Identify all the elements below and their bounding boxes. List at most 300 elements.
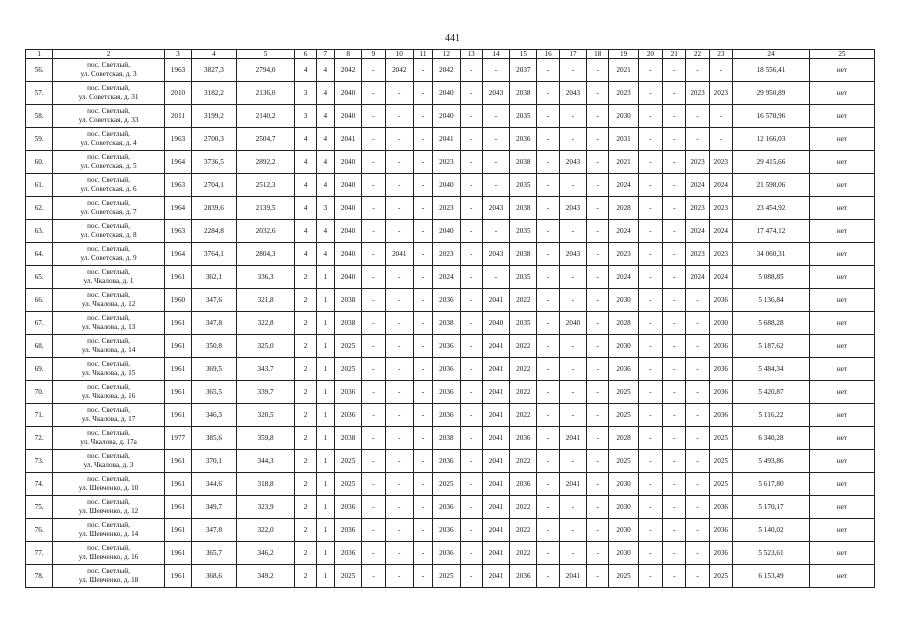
value-c9: - <box>362 243 385 266</box>
value-c21: - <box>663 174 686 197</box>
value-c6: 4 <box>295 59 316 82</box>
value-c23: 2023 <box>709 243 732 266</box>
address-cell <box>53 335 164 358</box>
value-c15: 2022 <box>510 519 537 542</box>
address-settlement: пос. Светлый, <box>87 452 130 460</box>
value-c9: - <box>362 312 385 335</box>
value-c8: 2036 <box>334 381 361 404</box>
address-street: ул. Советская, д. 31 <box>78 93 139 101</box>
value-c6: 4 <box>295 197 316 220</box>
flag-value: нет <box>809 197 874 220</box>
total-area: 365,7 <box>192 542 237 565</box>
value-c7: 1 <box>316 496 334 519</box>
value-c20: - <box>638 565 662 588</box>
value-c15: 2022 <box>510 542 537 565</box>
value-c10: - <box>385 519 413 542</box>
flag-value: нет <box>809 243 874 266</box>
living-area: 346,2 <box>236 542 295 565</box>
value-c10: 2042 <box>385 59 413 82</box>
value-c19: 2024 <box>609 266 638 289</box>
address-settlement: пос. Светлый, <box>87 383 130 391</box>
value-c8: 2036 <box>334 404 361 427</box>
value-c15: 2035 <box>510 105 537 128</box>
value-c16: - <box>537 128 559 151</box>
value-c8: 2042 <box>334 59 361 82</box>
build-year: 1961 <box>164 381 191 404</box>
value-c20: - <box>638 358 662 381</box>
address-cell <box>53 519 164 542</box>
value-c16: - <box>537 59 559 82</box>
value-c23: 2036 <box>709 542 732 565</box>
column-number: 1 <box>26 50 53 59</box>
value-c7: 4 <box>316 220 334 243</box>
row-number: 66. <box>26 289 53 312</box>
column-number: 13 <box>460 50 482 59</box>
address-settlement: пос. Светлый, <box>87 360 130 368</box>
build-year: 1961 <box>164 404 191 427</box>
address-cell <box>53 220 164 243</box>
value-c12: 2023 <box>433 151 460 174</box>
address-cell <box>53 404 164 427</box>
value-c6: 4 <box>295 128 316 151</box>
value-c9: - <box>362 565 385 588</box>
value-c10: - <box>385 220 413 243</box>
address-street: ул. Чкалова, д. 15 <box>81 369 136 377</box>
build-year: 2010 <box>164 82 191 105</box>
value-c17: 2043 <box>559 82 586 105</box>
total-area: 347,6 <box>192 289 237 312</box>
value-c18: - <box>587 473 609 496</box>
value-c10: - <box>385 151 413 174</box>
total-area: 2284,8 <box>192 220 237 243</box>
value-c8: 2036 <box>334 496 361 519</box>
row-number: 61. <box>26 174 53 197</box>
value-c11: - <box>413 335 432 358</box>
value-c23: 2036 <box>709 496 732 519</box>
value-c19: 2025 <box>609 450 638 473</box>
value-c6: 4 <box>295 174 316 197</box>
value-c17: - <box>559 220 586 243</box>
value-c14: 2043 <box>482 243 509 266</box>
address-street: ул. Советская, д. 6 <box>80 185 137 193</box>
value-c11: - <box>413 197 432 220</box>
value-c23: 2023 <box>709 197 732 220</box>
value-c8: 2040 <box>334 197 361 220</box>
value-c7: 1 <box>316 473 334 496</box>
value-c16: - <box>537 450 559 473</box>
value-c19: 2030 <box>609 542 638 565</box>
value-c9: - <box>362 289 385 312</box>
address-cell <box>53 381 164 404</box>
value-c22: 2024 <box>686 174 709 197</box>
value-c23: 2025 <box>709 450 732 473</box>
flag-value: нет <box>809 335 874 358</box>
value-c7: 1 <box>316 565 334 588</box>
value-c18: - <box>587 496 609 519</box>
value-c21: - <box>663 335 686 358</box>
value-c13: - <box>460 266 482 289</box>
value-c11: - <box>413 427 432 450</box>
value-c6: 2 <box>295 565 316 588</box>
value-c18: - <box>587 381 609 404</box>
value-c16: - <box>537 197 559 220</box>
cost-value: 5 484,34 <box>732 358 809 381</box>
value-c12: 2036 <box>433 358 460 381</box>
value-c21: - <box>663 197 686 220</box>
value-c7: 1 <box>316 335 334 358</box>
value-c22: - <box>686 542 709 565</box>
value-c6: 2 <box>295 542 316 565</box>
value-c7: 4 <box>316 82 334 105</box>
value-c17: - <box>559 381 586 404</box>
value-c16: - <box>537 381 559 404</box>
value-c14: - <box>482 174 509 197</box>
value-c13: - <box>460 473 482 496</box>
living-area: 2794,0 <box>236 59 295 82</box>
value-c20: - <box>638 519 662 542</box>
value-c9: - <box>362 473 385 496</box>
value-c11: - <box>413 59 432 82</box>
value-c22: - <box>686 312 709 335</box>
value-c9: - <box>362 335 385 358</box>
value-c17: - <box>559 128 586 151</box>
value-c6: 4 <box>295 220 316 243</box>
build-year: 1961 <box>164 542 191 565</box>
value-c14: 2043 <box>482 197 509 220</box>
value-c9: - <box>362 496 385 519</box>
column-number: 25 <box>809 50 874 59</box>
value-c15: 2038 <box>510 151 537 174</box>
build-year: 1960 <box>164 289 191 312</box>
value-c19: 2023 <box>609 243 638 266</box>
value-c21: - <box>663 565 686 588</box>
address-cell <box>53 473 164 496</box>
value-c11: - <box>413 519 432 542</box>
value-c20: - <box>638 450 662 473</box>
table-row <box>26 243 875 266</box>
value-c11: - <box>413 381 432 404</box>
build-year: 1963 <box>164 220 191 243</box>
value-c14: 2041 <box>482 450 509 473</box>
value-c6: 2 <box>295 312 316 335</box>
value-c14: 2041 <box>482 358 509 381</box>
value-c6: 2 <box>295 427 316 450</box>
value-c9: - <box>362 381 385 404</box>
table-row <box>26 312 875 335</box>
value-c7: 4 <box>316 151 334 174</box>
value-c13: - <box>460 289 482 312</box>
value-c13: - <box>460 174 482 197</box>
total-area: 2839,6 <box>192 197 237 220</box>
total-area: 347,8 <box>192 519 237 542</box>
value-c14: - <box>482 59 509 82</box>
value-c9: - <box>362 128 385 151</box>
value-c13: - <box>460 427 482 450</box>
row-number: 68. <box>26 335 53 358</box>
row-number: 56. <box>26 59 53 82</box>
address-settlement: пос. Светлый, <box>87 84 130 92</box>
table-row <box>26 197 875 220</box>
value-c10: - <box>385 174 413 197</box>
cost-value: 5 493,86 <box>732 450 809 473</box>
value-c14: - <box>482 266 509 289</box>
value-c14: 2041 <box>482 565 509 588</box>
address-cell <box>53 105 164 128</box>
value-c12: 2038 <box>433 427 460 450</box>
address-street: ул. Советская, д. 4 <box>80 139 137 147</box>
address-cell <box>53 243 164 266</box>
value-c14: - <box>482 151 509 174</box>
value-c11: - <box>413 473 432 496</box>
value-c7: 1 <box>316 312 334 335</box>
value-c23: 2024 <box>709 174 732 197</box>
value-c20: - <box>638 243 662 266</box>
cost-value: 34 060,31 <box>732 243 809 266</box>
address-street: ул. Советская, д. 33 <box>78 116 139 124</box>
value-c7: 1 <box>316 358 334 381</box>
address-settlement: пос. Светлый, <box>87 153 130 161</box>
address-street: ул. Шевченко, д. 10 <box>78 484 139 492</box>
value-c21: - <box>663 220 686 243</box>
address-street: ул. Советская, д. 3 <box>80 70 137 78</box>
table-row <box>26 565 875 588</box>
value-c20: - <box>638 220 662 243</box>
flag-value: нет <box>809 519 874 542</box>
address-street: ул. Чкалова, д. 3 <box>83 461 134 469</box>
value-c11: - <box>413 358 432 381</box>
value-c22: - <box>686 59 709 82</box>
value-c18: - <box>587 220 609 243</box>
value-c20: - <box>638 289 662 312</box>
value-c11: - <box>413 174 432 197</box>
value-c14: 2041 <box>482 519 509 542</box>
value-c17: 2043 <box>559 151 586 174</box>
value-c19: 2028 <box>609 312 638 335</box>
value-c16: - <box>537 243 559 266</box>
value-c22: - <box>686 358 709 381</box>
address-settlement: пос. Светлый, <box>87 61 130 69</box>
value-c13: - <box>460 496 482 519</box>
value-c8: 2038 <box>334 289 361 312</box>
build-year: 1961 <box>164 450 191 473</box>
address-cell <box>53 174 164 197</box>
value-c13: - <box>460 358 482 381</box>
total-area: 2704,1 <box>192 174 237 197</box>
column-number: 7 <box>316 50 334 59</box>
value-c10: - <box>385 197 413 220</box>
value-c9: - <box>362 450 385 473</box>
value-c14: 2041 <box>482 496 509 519</box>
value-c19: 2025 <box>609 565 638 588</box>
cost-value: 6 340,28 <box>732 427 809 450</box>
value-c15: 2035 <box>510 174 537 197</box>
value-c13: - <box>460 105 482 128</box>
value-c15: 2022 <box>510 335 537 358</box>
living-area: 343,7 <box>236 358 295 381</box>
value-c16: - <box>537 404 559 427</box>
value-c12: 2036 <box>433 381 460 404</box>
value-c9: - <box>362 82 385 105</box>
address-settlement: пос. Светлый, <box>87 314 130 322</box>
value-c12: 2036 <box>433 404 460 427</box>
total-area: 385,6 <box>192 427 237 450</box>
value-c10: - <box>385 473 413 496</box>
value-c10: - <box>385 542 413 565</box>
cost-value: 12 166,03 <box>732 128 809 151</box>
value-c14: 2041 <box>482 381 509 404</box>
cost-value: 5 617,80 <box>732 473 809 496</box>
address-cell <box>53 450 164 473</box>
value-c6: 2 <box>295 266 316 289</box>
value-c9: - <box>362 220 385 243</box>
build-year: 2011 <box>164 105 191 128</box>
value-c10: - <box>385 105 413 128</box>
value-c14: - <box>482 220 509 243</box>
table-row <box>26 542 875 565</box>
value-c22: - <box>686 289 709 312</box>
living-area: 320,5 <box>236 404 295 427</box>
total-area: 368,6 <box>192 565 237 588</box>
row-number: 76. <box>26 519 53 542</box>
address-cell <box>53 128 164 151</box>
value-c12: 2041 <box>433 128 460 151</box>
value-c16: - <box>537 105 559 128</box>
value-c13: - <box>460 312 482 335</box>
living-area: 318,8 <box>236 473 295 496</box>
value-c6: 2 <box>295 473 316 496</box>
address-street: ул. Шевченко, д. 14 <box>78 530 139 538</box>
flag-value: нет <box>809 381 874 404</box>
value-c12: 2036 <box>433 450 460 473</box>
cost-value: 5 688,28 <box>732 312 809 335</box>
column-number: 8 <box>334 50 361 59</box>
build-year: 1961 <box>164 335 191 358</box>
value-c12: 2042 <box>433 59 460 82</box>
value-c19: 2030 <box>609 105 638 128</box>
value-c22: - <box>686 427 709 450</box>
flag-value: нет <box>809 358 874 381</box>
value-c14: 2041 <box>482 427 509 450</box>
total-area: 3199,2 <box>192 105 237 128</box>
build-year: 1961 <box>164 266 191 289</box>
address-street: ул. Шевченко, д. 16 <box>78 553 139 561</box>
value-c16: - <box>537 151 559 174</box>
value-c10: - <box>385 266 413 289</box>
value-c15: 2035 <box>510 220 537 243</box>
table-row <box>26 174 875 197</box>
value-c17: - <box>559 496 586 519</box>
value-c15: 2036 <box>510 427 537 450</box>
address-settlement: пос. Светлый, <box>87 268 130 276</box>
value-c6: 2 <box>295 519 316 542</box>
value-c22: - <box>686 565 709 588</box>
value-c12: 2025 <box>433 565 460 588</box>
build-year: 1961 <box>164 473 191 496</box>
value-c19: 2031 <box>609 128 638 151</box>
address-street: ул. Чкалова, д. 17 <box>81 415 136 423</box>
value-c18: - <box>587 59 609 82</box>
living-area: 336,3 <box>236 266 295 289</box>
value-c23: 2036 <box>709 289 732 312</box>
value-c19: 2030 <box>609 473 638 496</box>
value-c18: - <box>587 197 609 220</box>
value-c21: - <box>663 427 686 450</box>
value-c18: - <box>587 105 609 128</box>
value-c15: 2022 <box>510 496 537 519</box>
value-c19: 2030 <box>609 289 638 312</box>
table-row <box>26 450 875 473</box>
value-c23: 2023 <box>709 151 732 174</box>
value-c22: - <box>686 473 709 496</box>
value-c18: - <box>587 404 609 427</box>
address-settlement: пос. Светлый, <box>87 222 130 230</box>
address-cell <box>53 151 164 174</box>
living-area: 339,7 <box>236 381 295 404</box>
value-c21: - <box>663 266 686 289</box>
value-c15: 2035 <box>510 312 537 335</box>
address-cell <box>53 59 164 82</box>
column-number: 22 <box>686 50 709 59</box>
value-c7: 1 <box>316 404 334 427</box>
value-c14: 2041 <box>482 473 509 496</box>
cost-value: 5 088,85 <box>732 266 809 289</box>
value-c22: - <box>686 335 709 358</box>
value-c11: - <box>413 496 432 519</box>
living-area: 349,2 <box>236 565 295 588</box>
flag-value: нет <box>809 427 874 450</box>
value-c17: - <box>559 105 586 128</box>
cost-value: 5 523,61 <box>732 542 809 565</box>
value-c15: 2038 <box>510 82 537 105</box>
cost-value: 5 140,02 <box>732 519 809 542</box>
address-street: ул. Шевченко, д. 18 <box>78 576 139 584</box>
row-number: 74. <box>26 473 53 496</box>
build-year: 1964 <box>164 197 191 220</box>
build-year: 1964 <box>164 151 191 174</box>
value-c16: - <box>537 312 559 335</box>
cost-value: 5 187,62 <box>732 335 809 358</box>
address-cell <box>53 82 164 105</box>
value-c17: 2041 <box>559 427 586 450</box>
living-area: 2504,7 <box>236 128 295 151</box>
value-c11: - <box>413 266 432 289</box>
flag-value: нет <box>809 82 874 105</box>
total-area: 3182,2 <box>192 82 237 105</box>
total-area: 2700,3 <box>192 128 237 151</box>
row-number: 65. <box>26 266 53 289</box>
value-c14: 2040 <box>482 312 509 335</box>
value-c13: - <box>460 565 482 588</box>
total-area: 362,1 <box>192 266 237 289</box>
value-c22: 2023 <box>686 243 709 266</box>
value-c21: - <box>663 450 686 473</box>
value-c16: - <box>537 427 559 450</box>
address-cell <box>53 289 164 312</box>
value-c14: 2041 <box>482 542 509 565</box>
value-c6: 4 <box>295 243 316 266</box>
value-c17: - <box>559 266 586 289</box>
value-c16: - <box>537 542 559 565</box>
value-c10: - <box>385 496 413 519</box>
living-area: 323,9 <box>236 496 295 519</box>
value-c9: - <box>362 358 385 381</box>
address-settlement: пос. Светлый, <box>87 107 130 115</box>
value-c9: - <box>362 59 385 82</box>
value-c9: - <box>362 174 385 197</box>
value-c22: 2023 <box>686 151 709 174</box>
value-c14: - <box>482 105 509 128</box>
address-street: ул. Советская, д. 7 <box>80 208 137 216</box>
